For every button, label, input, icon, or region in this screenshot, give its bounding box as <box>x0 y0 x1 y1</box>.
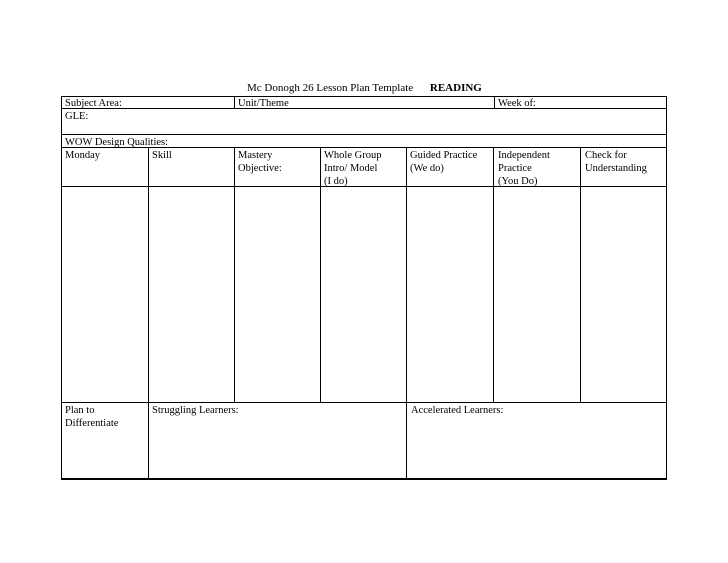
check-line-1: Check for <box>585 150 627 161</box>
col-divider-1 <box>148 147 149 480</box>
col-divider-3 <box>320 147 321 402</box>
accelerated-learners-label: Accelerated Learners: <box>411 405 504 416</box>
row-divider-differentiate <box>61 402 667 403</box>
check-line-2: Understanding <box>585 163 647 174</box>
independent-line-2: Practice <box>498 163 532 174</box>
row-divider-gle <box>61 134 667 135</box>
whole-group-line-1: Whole Group <box>324 150 382 161</box>
week-of-label: Week of: <box>498 98 536 109</box>
table-border-top <box>61 96 667 97</box>
row-divider-headers <box>61 186 667 187</box>
independent-line-3: (You Do) <box>498 176 538 187</box>
table-border-bottom <box>61 478 667 480</box>
info-divider-week <box>494 96 495 108</box>
row-divider-info <box>61 108 667 109</box>
col-divider-4 <box>406 147 407 480</box>
plan-line-1: Plan to <box>65 405 95 416</box>
col-divider-2 <box>234 147 235 402</box>
subject-area-label: Subject Area: <box>65 98 122 109</box>
guided-line-2: (We do) <box>410 163 444 174</box>
whole-group-line-3: (I do) <box>324 176 348 187</box>
mastery-line-2: Objective: <box>238 163 282 174</box>
info-divider-unit <box>234 96 235 108</box>
subject-heading: READING <box>429 82 482 94</box>
template-title: Mc Donogh 26 Lesson Plan Template <box>247 82 414 94</box>
table-border-right <box>666 96 667 480</box>
page-title <box>247 82 482 94</box>
plan-line-2: Differentiate <box>65 418 119 429</box>
whole-group-line-2: Intro/ Model <box>324 163 378 174</box>
independent-line-1: Independent <box>498 150 550 161</box>
col-divider-6 <box>580 147 581 402</box>
unit-theme-label: Unit/Theme <box>238 98 289 109</box>
wow-design-qualities-label: WOW Design Qualities: <box>65 137 169 148</box>
mastery-line-1: Mastery <box>238 150 273 161</box>
struggling-learners-label: Struggling Learners: <box>152 405 239 416</box>
col-divider-5 <box>493 147 494 402</box>
gle-label: GLE: <box>65 111 89 122</box>
table-border-left <box>61 96 62 480</box>
col-header-monday: Monday <box>65 150 100 161</box>
col-header-skill: Skill <box>152 150 172 161</box>
guided-line-1: Guided Practice <box>410 150 478 161</box>
